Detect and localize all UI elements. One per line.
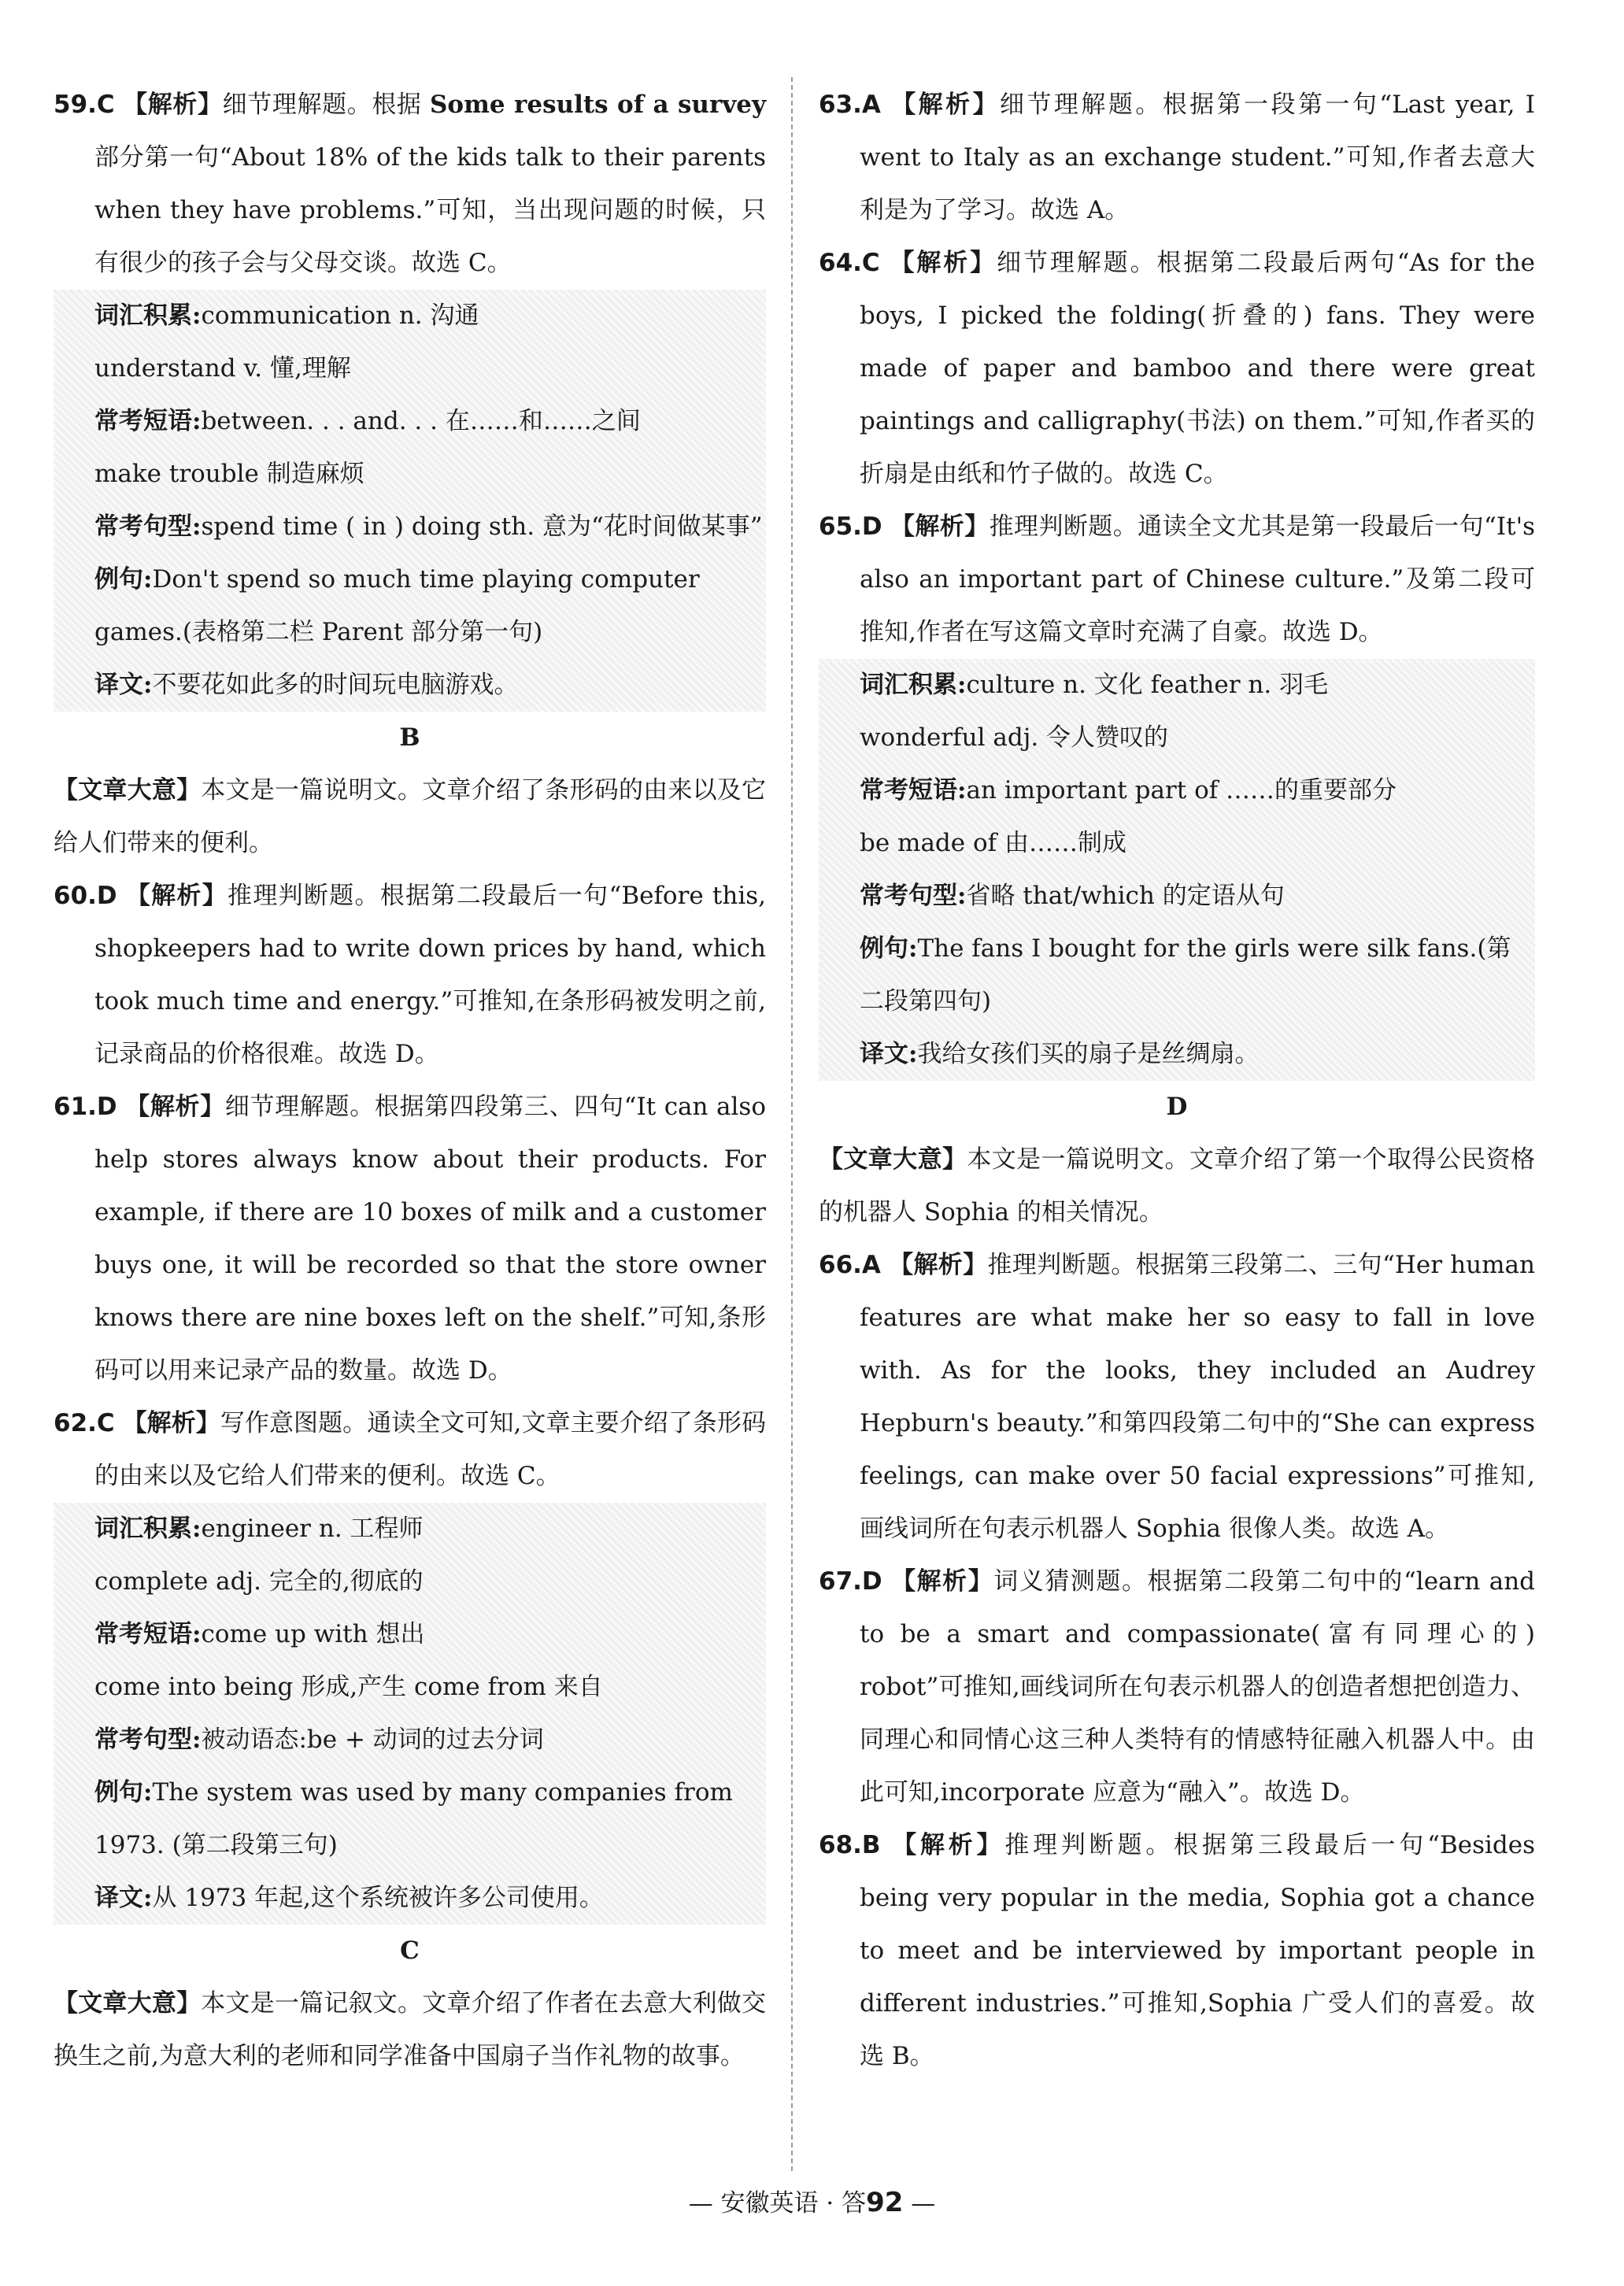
note-line: 常考短语:between. . . and. . . 在……和……之间 [94,407,641,435]
note-line: make trouble 制造麻烦 [94,460,364,488]
note-line: 词汇积累:communication n. 沟通 [94,301,479,330]
note-line: 译文:我给女孩们买的扇子是丝绸扇。 [860,1040,1260,1068]
page-number: 92 [866,2187,904,2218]
note-line: 例句:The system was used by many companies from 1973. (第二段第三句) [94,1778,733,1859]
left-column [54,79,766,2083]
page-footer: — 安徽英语 · 答92 — [688,2187,936,2218]
note-line: understand v. 懂,理解 [94,354,351,383]
notes-65 [819,659,1535,1081]
section-heading-d: D [1166,1093,1188,1121]
right-column [819,79,1535,2083]
column-divider [791,77,793,2171]
note-line: come into being 形成,产生 come from 来自 [94,1673,603,1701]
answer-60: 60.D 【解析】推理判断题。根据第二段最后一句“Before this, shopkeepers had to write down prices by hand, which took much time and energy.”可推知,在条形码被发明之前,记录商品的价格很难。故选 D。 [54,882,767,1068]
note-line: 词汇积累:culture n. 文化 feather n. 羽毛 [860,671,1329,699]
section-heading-b: B [399,723,420,752]
answer-59: 59.C 【解析】细节理解题。根据 Some results of a survey部分第一句“About 18% of the kids talk to their parents when they have problems.”可知，当出现问题的时候，只有很少的孩子会与父母交谈。故选 C。 [54,91,767,277]
answer-62: 62.C 【解析】写作意图题。通读全文可知,文章主要介绍了条形码的由来以及它给人们带来的便利。故选 C。 [54,1409,767,1490]
notes-59 [54,290,766,712]
note-line: 词汇积累:engineer n. 工程师 [94,1515,424,1543]
footer-label: — 安徽英语 · 答 [688,2189,867,2218]
note-line: 常考短语:an important part of ……的重要部分 [860,776,1397,805]
answer-68: 68.B 【解析】推理判断题。根据第三段最后一句“Besides being very popular in the media, Sophia got a chance to meet and be interviewed by important people in different industries.”可推知,Sophia 广受人们的喜爱。故选 B。 [819,1831,1535,2070]
note-line: 译文:不要花如此多的时间玩电脑游戏。 [94,671,519,699]
note-line: complete adj. 完全的,彻底的 [94,1567,424,1596]
notes-62 [54,1503,766,1925]
note-line: 常考句型:被动语态:be + 动词的过去分词 [94,1726,544,1754]
answer-67: 67.D 【解析】词义猜测题。根据第二段第二句中的“learn and to be a smart and compassionate(富有同理心的) robot”可推知,画线词所在句表示机器人的创造者想把创造力、同理心和同情心这三种人类特有的情感特征融入机器人中。由此可知,incorporate 应意为“融入”。故选 D。 [819,1567,1536,1807]
note-line: be made of 由……制成 [860,829,1126,857]
summary-d: 【文章大意】本文是一篇说明文。文章介绍了第一个取得公民资格的机器人 Sophia 的相关情况。 [819,1145,1535,1226]
note-line: 常考句型:spend time ( in ) doing sth. 意为“花时间做某事” [94,512,763,541]
note-line: 译文:从 1973 年起,这个系统被许多公司使用。 [94,1884,604,1912]
note-line: 常考句型:省略 that/which 的定语从句 [860,882,1285,910]
note-line: 例句:Don't spend so much time playing computer games.(表格第二栏 Parent 部分第一句) [94,565,700,646]
answer-66: 66.A 【解析】推理判断题。根据第三段第二、三句“Her human features are what make her so easy to fall in love with. As for the looks, they included an Audrey Hepburn's beauty.”和第四段第二句中的“She can express feelings, can make over 50 facial expressions”可推知,画线词所在句表示机器人 Sophia 很像人类。故选 A。 [819,1251,1535,1543]
note-line: 常考短语:come up with 想出 [94,1620,425,1648]
answer-63: 63.A 【解析】细节理解题。根据第一段第一句“Last year, I went to Italy as an exchange student.”可知,作者去意大利是为了学习。故选 A。 [819,91,1536,224]
note-line: wonderful adj. 令人赞叹的 [860,723,1169,752]
answer-64: 64.C 【解析】细节理解题。根据第二段最后两句“As for the boys, I picked the folding(折叠的) fans. They were made of paper and bamboo and there were great paintings and calligraphy(书法) on them.”可知,作者买的折扇是由纸和竹子做的。故选 C。 [819,249,1536,488]
summary-b: 【文章大意】本文是一篇说明文。文章介绍了条形码的由来以及它给人们带来的便利。 [54,776,767,857]
answer-61: 61.D 【解析】细节理解题。根据第四段第三、四句“It can also help stores always know about their products. For example, if there are 10 boxes of milk and a customer buys one, it will be recorded so that the store owner knows there are nine boxes left on the shelf.”可知,条形码可以用来记录产品的数量。故选 D。 [54,1093,766,1385]
section-heading-c: C [400,1936,420,1965]
note-line: 例句:The fans I bought for the girls were silk fans.(第二段第四句) [860,934,1511,1015]
answer-65: 65.D 【解析】推理判断题。通读全文尤其是第一段最后一句“It's also an important part of Chinese culture.”及第二段可推知,作者在写这篇文章时充满了自豪。故选 D。 [819,512,1536,646]
summary-c: 【文章大意】本文是一篇记叙文。文章介绍了作者在去意大利做交换生之前,为意大利的老师和同学准备中国扇子当作礼物的故事。 [54,1989,767,2070]
